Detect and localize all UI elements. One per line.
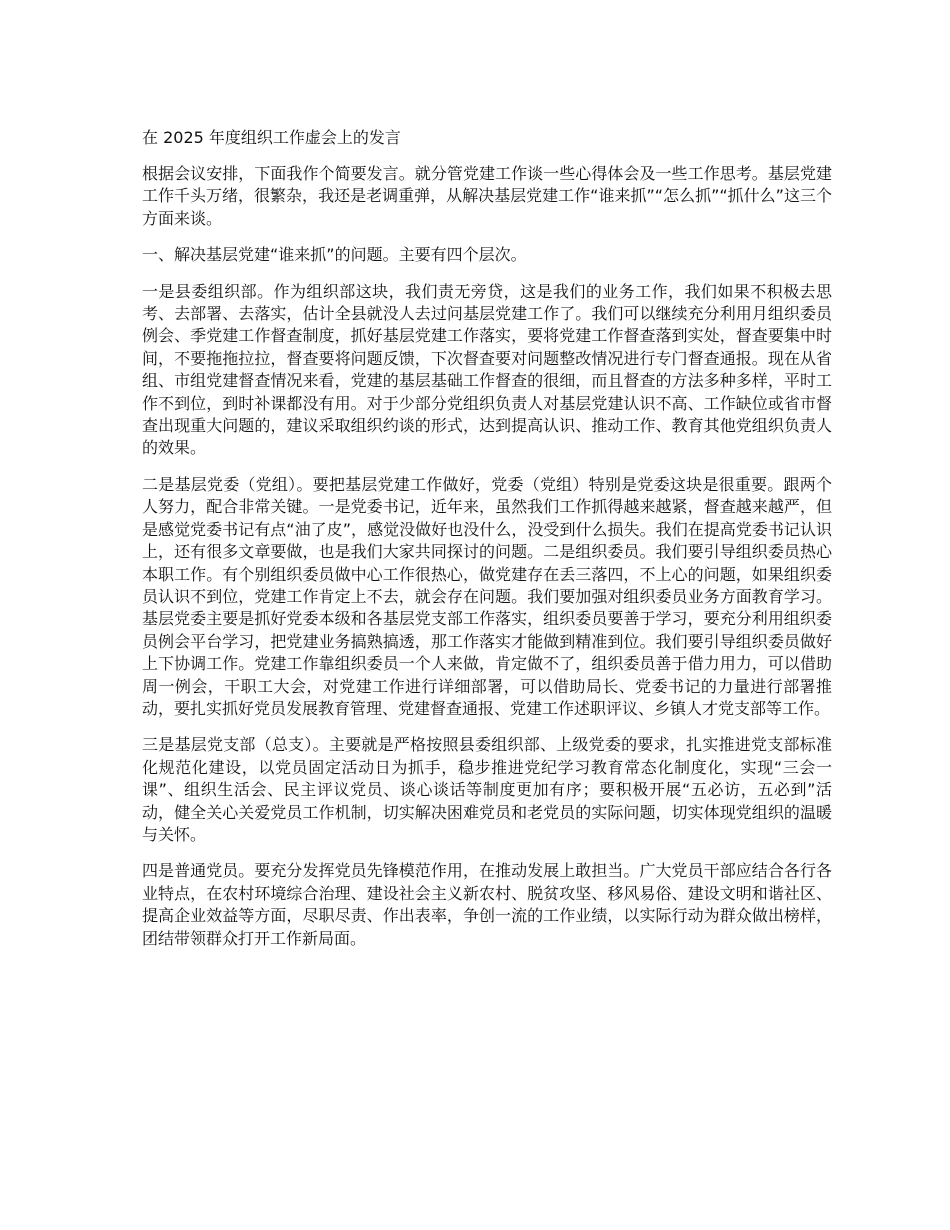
document-title: 在 2025 年度组织工作虚会上的发言 bbox=[142, 128, 401, 147]
paragraph-party-members: 四是普通党员。要充分发挥党员先锋模范作用，在推动发展上敢担当。广大党员干部应结合各行各业特点，在农村环境综合治理、建设社会主义新农村、脱贫攻坚、移风易俗、建设文明和谐社区、提高企业效益等方面，尽职尽责、作出表率，争创一流的工作业绩，以实际行动为群众做出榜样，团结带领群众打开工作新局面。 bbox=[142, 861, 832, 948]
paragraph-county-committee: 一是县委组织部。作为组织部这块，我们责无旁贷，这是我们的业务工作，我们如果不积极去思考、去部署、去落实，估计全县就没人去过问基层党建工作了。我们可以继续充分利用月组织委员例会、季党建工作督查制度，抓好基层党建工作落实，要将党建工作督查落到实处，督查要集中时间，不要拖拖拉拉，督查要将问题反馈，下次督查要对问题整改情况进行专门督查通报。现在从省组、市组党建督查情况来看，党建的基层基础工作督查的很细，而且督查的方法多种多样，平时工作不到位，到时补课都没有用。对于少部分党组织负责人对基层党建认识不高、工作缺位或省市督查出现重大问题的，建议采取组织约谈的形式，达到提高认识、推动工作、教育其他党组织负责人的效果。 bbox=[142, 281, 832, 458]
paragraph-party-branch: 三是基层党支部（总支）。主要就是严格按照县委组织部、上级党委的要求，扎实推进党支部标准化规范化建设，以党员固定活动日为抓手，稳步推进党纪学习教育常态化制度化，实现“三会一课”、组织生活会、民主评议党员、谈心谈话等制度更加有序；要积极开展“五必访，五必到”活动，健全关心关爱党员工作机制，切实解决困难党员和老党员的实际问题，切实体现党组织的温暖与关怀。 bbox=[142, 735, 832, 844]
paragraph-grassroots-committee: 二是基层党委（党组）。要把基层党建工作做好，党委（党组）特别是党委这块是很重要。跟两个人努力，配合非常关键。一是党委书记，近年来，虽然我们工作抓得越来越紧，督查越来越严，但是感觉党委书记有点“油了皮”，感觉没做好也没什么，没受到什么损失。我们在提高党委书记认识上，还有很多文章要做，也是我们大家共同探讨的问题。二是组织委员。我们要引导组织委员热心本职工作。有个别组织委员做中心工作很热心，做党建存在丢三落四，不上心的问题，如果组织委员认识不到位，党建工作肯定上不去，就会存在问题。我们要加强对组织委员业务方面教育学习。基层党委主要是抓好党委本级和各基层党支部工作落实，组织委员要善于学习，要充分利用组织委员例会平台学习，把党建业务搞熟搞透，那工作落实才能做到精准到位。我们要引导组织委员做好上下协调工作。党建工作靠组织委员一个人来做，肯定做不了，组织委员善于借力用力，可以借助周一例会，干职工大会，对党建工作进行详细部署，可以借助局长、党委书记的力量进行部署推动，要扎实抓好党员发展教育管理、党建督查通报、党建工作述职评议、乡镇人才党支部等工作。 bbox=[142, 474, 832, 718]
section-heading: 一、解决基层党建“谁来抓”的问题。主要有四个层次。 bbox=[142, 245, 527, 265]
intro-paragraph: 根据会议安排，下面我作个简要发言。就分管党建工作谈一些心得体会及一些工作思考。基层党建工作千头万绪，很繁杂，我还是老调重弹，从解决基层党建工作“谁来抓”“怎么抓”“抓什么”这三个方面来谈。 bbox=[142, 164, 832, 228]
document-page bbox=[142, 126, 832, 964]
